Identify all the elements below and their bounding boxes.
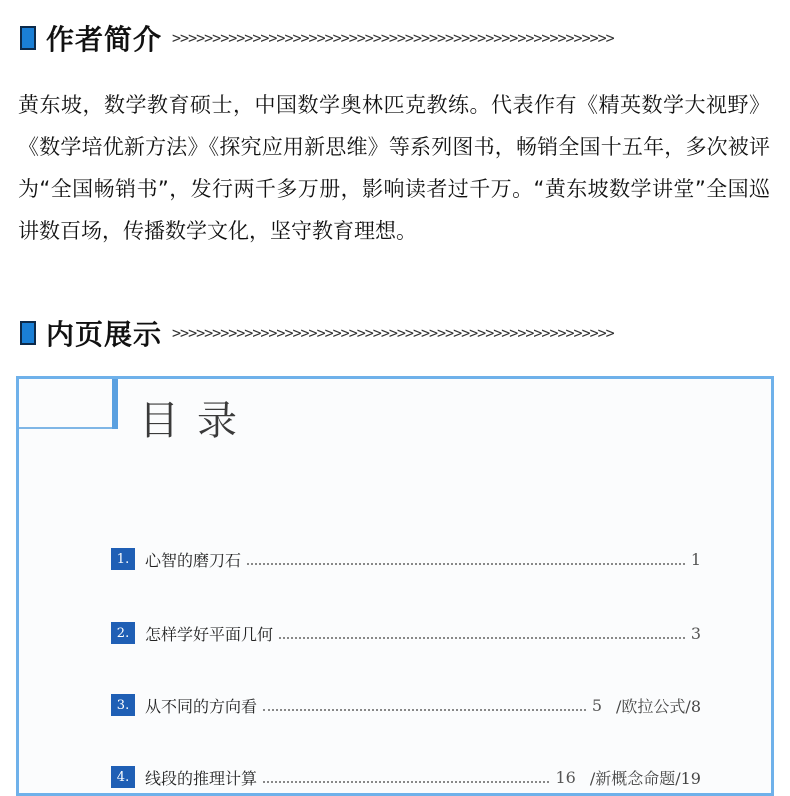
decorative-arrows: >>>>>>>>>>>>>>>>>>>>>>>>>>>>>>>>>>>>>>>>>>>>>>>>>>>>>>>: [172, 29, 614, 47]
toc-item: [111, 547, 701, 571]
toc-title: 目录: [139, 398, 255, 444]
toc-leader-dots: [263, 699, 586, 711]
toc-item-page: 1: [690, 549, 701, 569]
toc-item-number: 3.: [111, 694, 135, 716]
toc-item-label: 怎样学好平面几何: [145, 624, 274, 644]
preview-section-title: 内页展示: [46, 318, 163, 351]
author-bio: 黄东坡，数学教育硕士，中国数学奥林匹克教练。代表作有《精英数学大视野》《数学培优新方法》《探究应用新思维》等系列图书，畅销全国十五年，多次被评为“全国畅销书”，发行两千多万册，影响读者过千万。“黄东坡数学讲堂”全国巡讲数百场，传播数学文化，坚守教育理想。: [18, 93, 770, 243]
author-section-title: 作者简介: [46, 23, 163, 56]
toc-item-page: 16: [555, 767, 576, 787]
toc-item-number: 1.: [111, 548, 135, 570]
toc-item-page: 3: [690, 623, 701, 643]
toc-item-subtopic: /新概念命题/19: [589, 768, 701, 788]
toc-leader-dots: [247, 553, 685, 565]
toc-item: [111, 693, 701, 717]
toc-item-label: 从不同的方向看: [145, 696, 258, 716]
page-preview-frame: [16, 376, 774, 796]
toc-item-number: 4.: [111, 766, 135, 788]
toc-item-label: 心智的磨刀石: [145, 550, 242, 570]
toc-item-subtopic: /欧拉公式/8: [616, 696, 701, 716]
page-corner-bar: [112, 379, 118, 429]
toc-item-page: 5: [591, 695, 603, 715]
toc-item-label: 线段的推理计算: [145, 768, 258, 788]
decorative-arrows: >>>>>>>>>>>>>>>>>>>>>>>>>>>>>>>>>>>>>>>>>>>>>>>>>>>>>>>: [172, 324, 614, 342]
toc-item: [111, 765, 701, 789]
toc-leader-dots: [279, 627, 685, 639]
section-marker-icon: [20, 321, 36, 345]
preview-section-header: [20, 313, 747, 353]
toc-item-number: 2.: [111, 622, 135, 644]
page-corner-box: [19, 379, 117, 429]
toc-leader-dots: [263, 771, 549, 783]
section-marker-icon: [20, 26, 36, 50]
toc-item: [111, 621, 701, 645]
author-section-header: [20, 18, 747, 58]
